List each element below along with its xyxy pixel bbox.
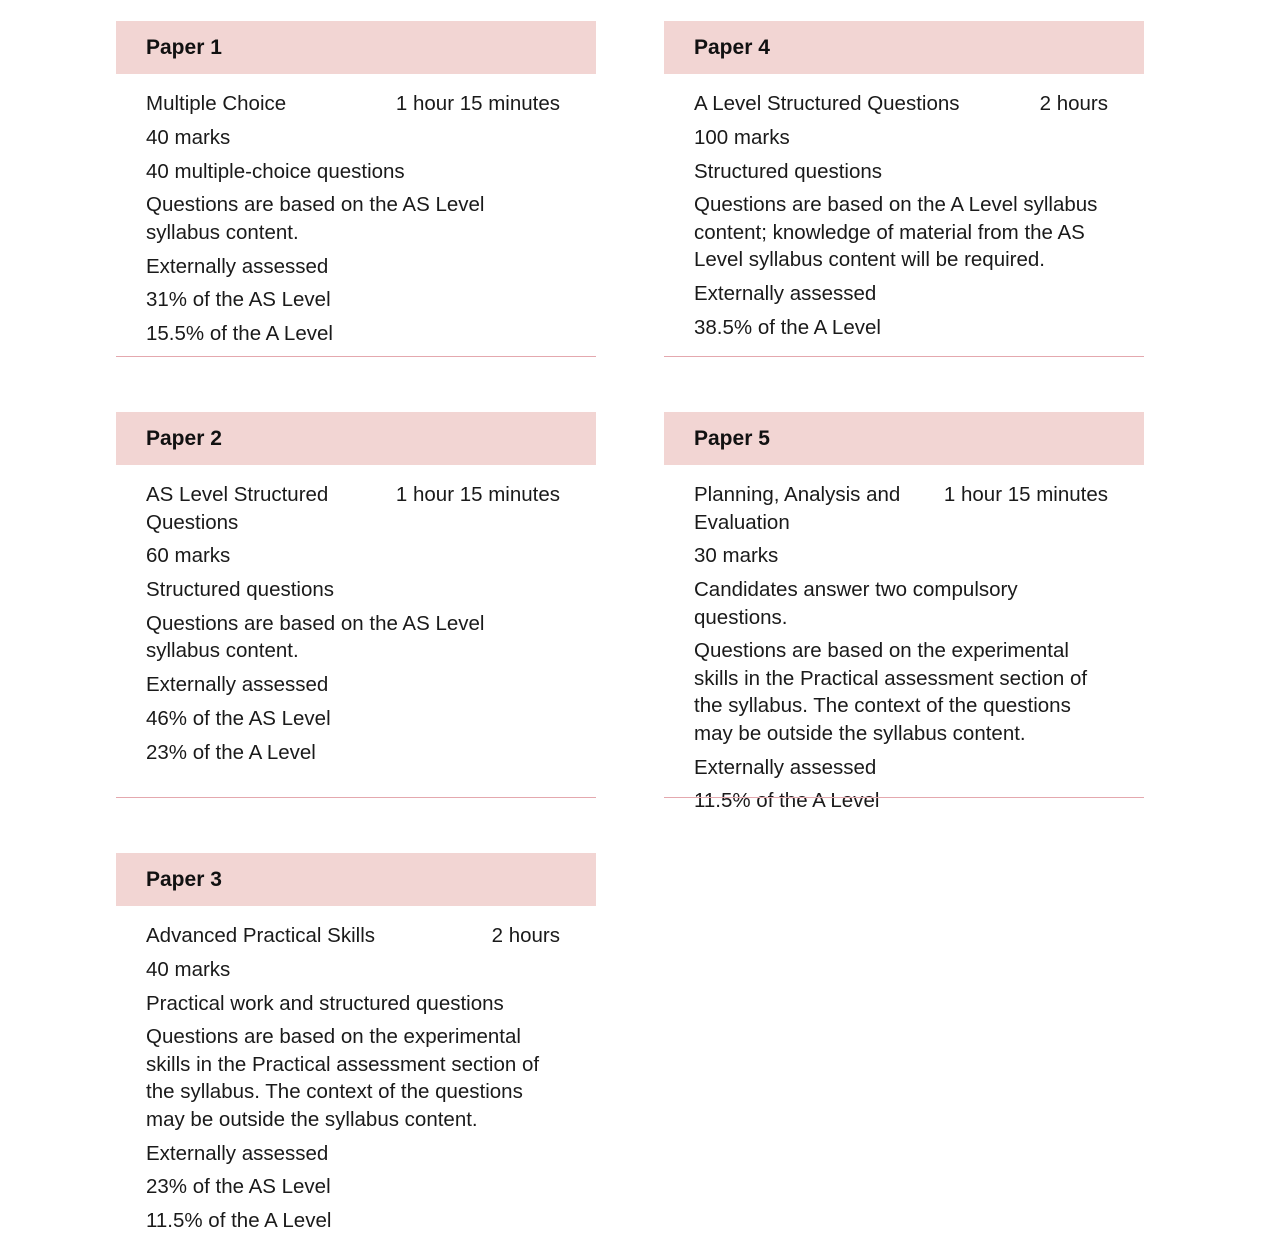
paper-2-divider bbox=[116, 797, 596, 798]
paper-2-body bbox=[116, 465, 596, 766]
paper-1-assessment: Externally assessed bbox=[146, 254, 329, 278]
paper-1-divider bbox=[116, 356, 596, 357]
paper-2-weight-a: 23% of the A Level bbox=[146, 740, 316, 764]
paper-4-title: A Level Structured Questions bbox=[694, 92, 960, 115]
paper-1-body bbox=[116, 74, 596, 348]
paper-1-duration: 1 hour 15 minutes bbox=[395, 92, 560, 115]
paper-3-body bbox=[116, 906, 596, 1235]
paper-1-format: 40 multiple-choice questions bbox=[146, 159, 405, 183]
paper-4-title-row bbox=[694, 90, 1108, 118]
paper-4-assessment: Externally assessed bbox=[694, 282, 877, 306]
paper-3-title: Advanced Practical Skills bbox=[146, 924, 376, 947]
paper-3-weight-as: 23% of the AS Level bbox=[146, 1175, 331, 1199]
paper-3-card bbox=[116, 853, 596, 1241]
paper-2-card bbox=[116, 412, 596, 773]
paper-3-basis: Questions are based on the experimental skills in the Practical assessment section of the syllabus. The context of the questions may be outside the syllabus content. bbox=[146, 1025, 540, 1131]
paper-1-title: Multiple Choice bbox=[146, 92, 287, 115]
paper-1-weight-a: 15.5% of the A Level bbox=[146, 322, 333, 346]
paper-4-card bbox=[664, 21, 1144, 348]
paper-3-title-row bbox=[146, 922, 560, 950]
paper-1-basis: Questions are based on the AS Level syllabus content. bbox=[146, 193, 485, 244]
paper-2-title: AS Level Structured Questions bbox=[146, 483, 329, 534]
paper-4-weight-a: 38.5% of the A Level bbox=[694, 315, 881, 339]
paper-5-basis: Questions are based on the experimental skills in the Practical assessment section of the syllabus. The context of the questions may be outside the syllabus content. bbox=[694, 639, 1088, 745]
paper-5-title: Planning, Analysis and Evaluation bbox=[694, 483, 901, 534]
paper-4-format: Structured questions bbox=[694, 159, 883, 183]
paper-1-header: Paper 1 bbox=[116, 21, 596, 74]
paper-3-header: Paper 3 bbox=[116, 853, 596, 906]
paper-3-weight-a: 11.5% of the A Level bbox=[146, 1209, 332, 1233]
paper-3-assessment: Externally assessed bbox=[146, 1141, 329, 1165]
paper-4-header: Paper 4 bbox=[664, 21, 1144, 74]
paper-2-format: Structured questions bbox=[146, 578, 335, 602]
paper-2-weight-as: 46% of the AS Level bbox=[146, 706, 331, 730]
paper-5-divider bbox=[664, 797, 1144, 798]
paper-1-card bbox=[116, 21, 596, 354]
paper-2-header: Paper 2 bbox=[116, 412, 596, 465]
paper-5-duration: 1 hour 15 minutes bbox=[943, 483, 1108, 506]
paper-2-duration: 1 hour 15 minutes bbox=[395, 483, 560, 506]
paper-4-marks: 100 marks bbox=[694, 125, 790, 149]
paper-5-body bbox=[664, 465, 1144, 815]
paper-4-basis: Questions are based on the A Level syllabus content; knowledge of material from the AS Level syllabus content will be required. bbox=[694, 193, 1098, 272]
paper-4-body bbox=[664, 74, 1144, 341]
paper-2-marks: 60 marks bbox=[146, 544, 231, 568]
paper-5-card bbox=[664, 412, 1144, 821]
paper-3-duration: 2 hours bbox=[491, 924, 560, 947]
paper-5-weight-a: 11.5% of the A Level bbox=[694, 789, 880, 813]
paper-2-title-row bbox=[146, 481, 560, 536]
paper-5-title-row bbox=[694, 481, 1108, 536]
paper-5-header: Paper 5 bbox=[664, 412, 1144, 465]
paper-1-title-row bbox=[146, 90, 560, 118]
paper-2-basis: Questions are based on the AS Level syllabus content. bbox=[146, 611, 485, 663]
paper-1-weight-as: 31% of the AS Level bbox=[146, 288, 331, 312]
paper-3-format: Practical work and structured questions bbox=[146, 991, 504, 1015]
paper-5-marks: 30 marks bbox=[694, 544, 779, 568]
paper-5-assessment: Externally assessed bbox=[694, 755, 877, 779]
paper-2-assessment: Externally assessed bbox=[146, 673, 329, 697]
paper-4-duration: 2 hours bbox=[1039, 92, 1108, 115]
paper-4-divider bbox=[664, 356, 1144, 357]
paper-3-marks: 40 marks bbox=[146, 957, 231, 981]
paper-1-marks: 40 marks bbox=[146, 125, 231, 149]
paper-5-format: Candidates answer two compulsory questions. bbox=[694, 578, 1018, 629]
